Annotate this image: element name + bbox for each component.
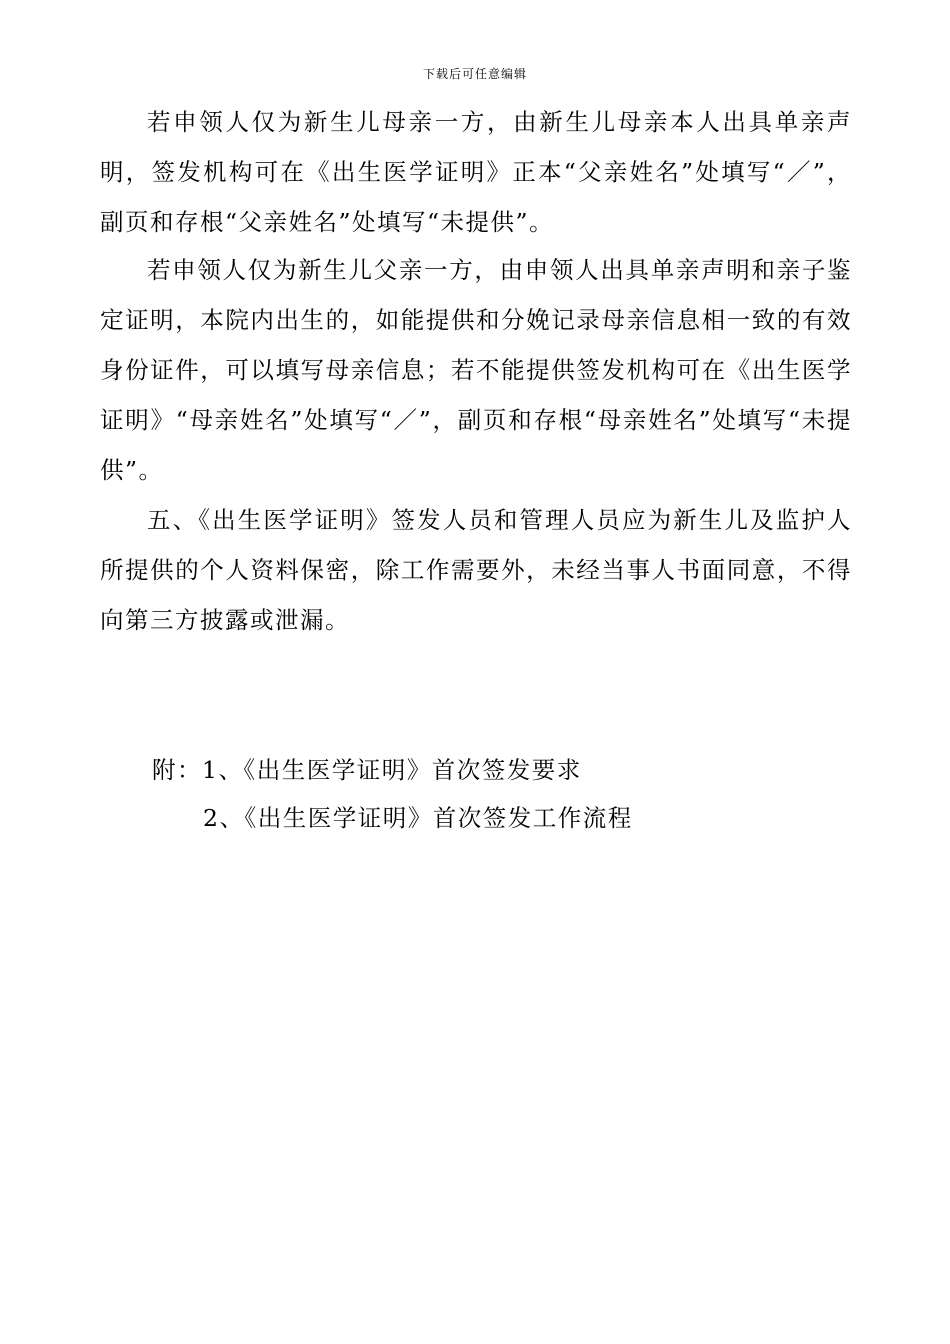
page-header-note: 下载后可任意编辑	[422, 67, 527, 81]
paragraph-single-mother: 若申领人仅为新生儿母亲一方，由新生儿母亲本人出具单亲声明，签发机构可在《出生医学证明》正本“父亲姓名”处填写“／”，副页和存根“父亲姓名”处填写“未提供”。	[100, 108, 852, 236]
paragraph-privacy-clause: 五、《出生医学证明》签发人员和管理人员应为新生儿及监护人所提供的个人资料保密，除工作需要外，未经当事人书面同意，不得向第三方披露或泄漏。	[100, 506, 852, 634]
attachment-item-1: 附：1、《出生医学证明》首次签发要求	[152, 756, 582, 784]
attachment-item-2: 2、《出生医学证明》首次签发工作流程	[203, 804, 633, 832]
paragraph-single-father: 若申领人仅为新生儿父亲一方，由申领人出具单亲声明和亲子鉴定证明，本院内出生的，如能提供和分娩记录母亲信息相一致的有效身份证件，可以填写母亲信息；若不能提供签发机构可在《出生医学证明》“母亲姓名”处填写“／”，副页和存根“母亲姓名”处填写“未提供”。	[100, 256, 852, 484]
